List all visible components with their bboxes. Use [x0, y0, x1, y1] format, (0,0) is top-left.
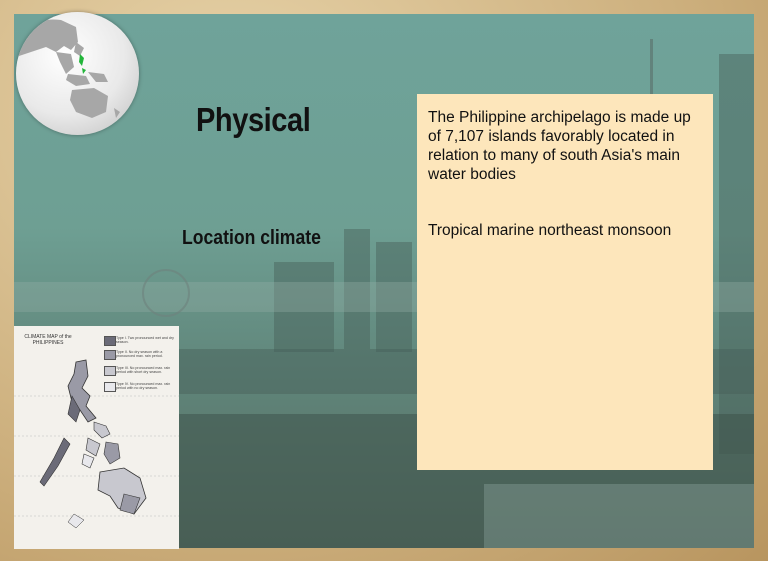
legend-label-type1: Type I. Two pronounced wet and dry season.	[116, 336, 174, 345]
note-paragraph-location: The Philippine archipelago is made up of 7,107 islands favorably located in relation to many of south Asia's main water bodies	[428, 109, 691, 183]
climate-map-image	[14, 326, 179, 549]
map-title: CLIMATE MAP of the PHILIPPINES	[24, 334, 72, 346]
legend-label-type4: Type IV. No pronounced max. rain period with no dry season.	[116, 382, 171, 391]
backdrop-building	[719, 54, 754, 454]
globe-image	[16, 12, 139, 135]
philippines-outline-icon	[14, 326, 179, 549]
legend-label-type2: Type II. No dry season with a pronounced max. rain period.	[116, 350, 163, 359]
ferris-wheel-icon	[142, 269, 190, 317]
note-paragraph-climate: Tropical marine northeast monsoon	[428, 222, 672, 239]
slide-title: Physical	[196, 101, 311, 138]
slide-subtitle: Location climate	[182, 227, 321, 249]
backdrop-bench	[484, 484, 754, 548]
globe-map-icon	[16, 12, 139, 135]
legend-label-type3: Type III. No pronounced max. rain period with short dry season.	[116, 366, 171, 375]
text-box[interactable]	[417, 94, 713, 470]
